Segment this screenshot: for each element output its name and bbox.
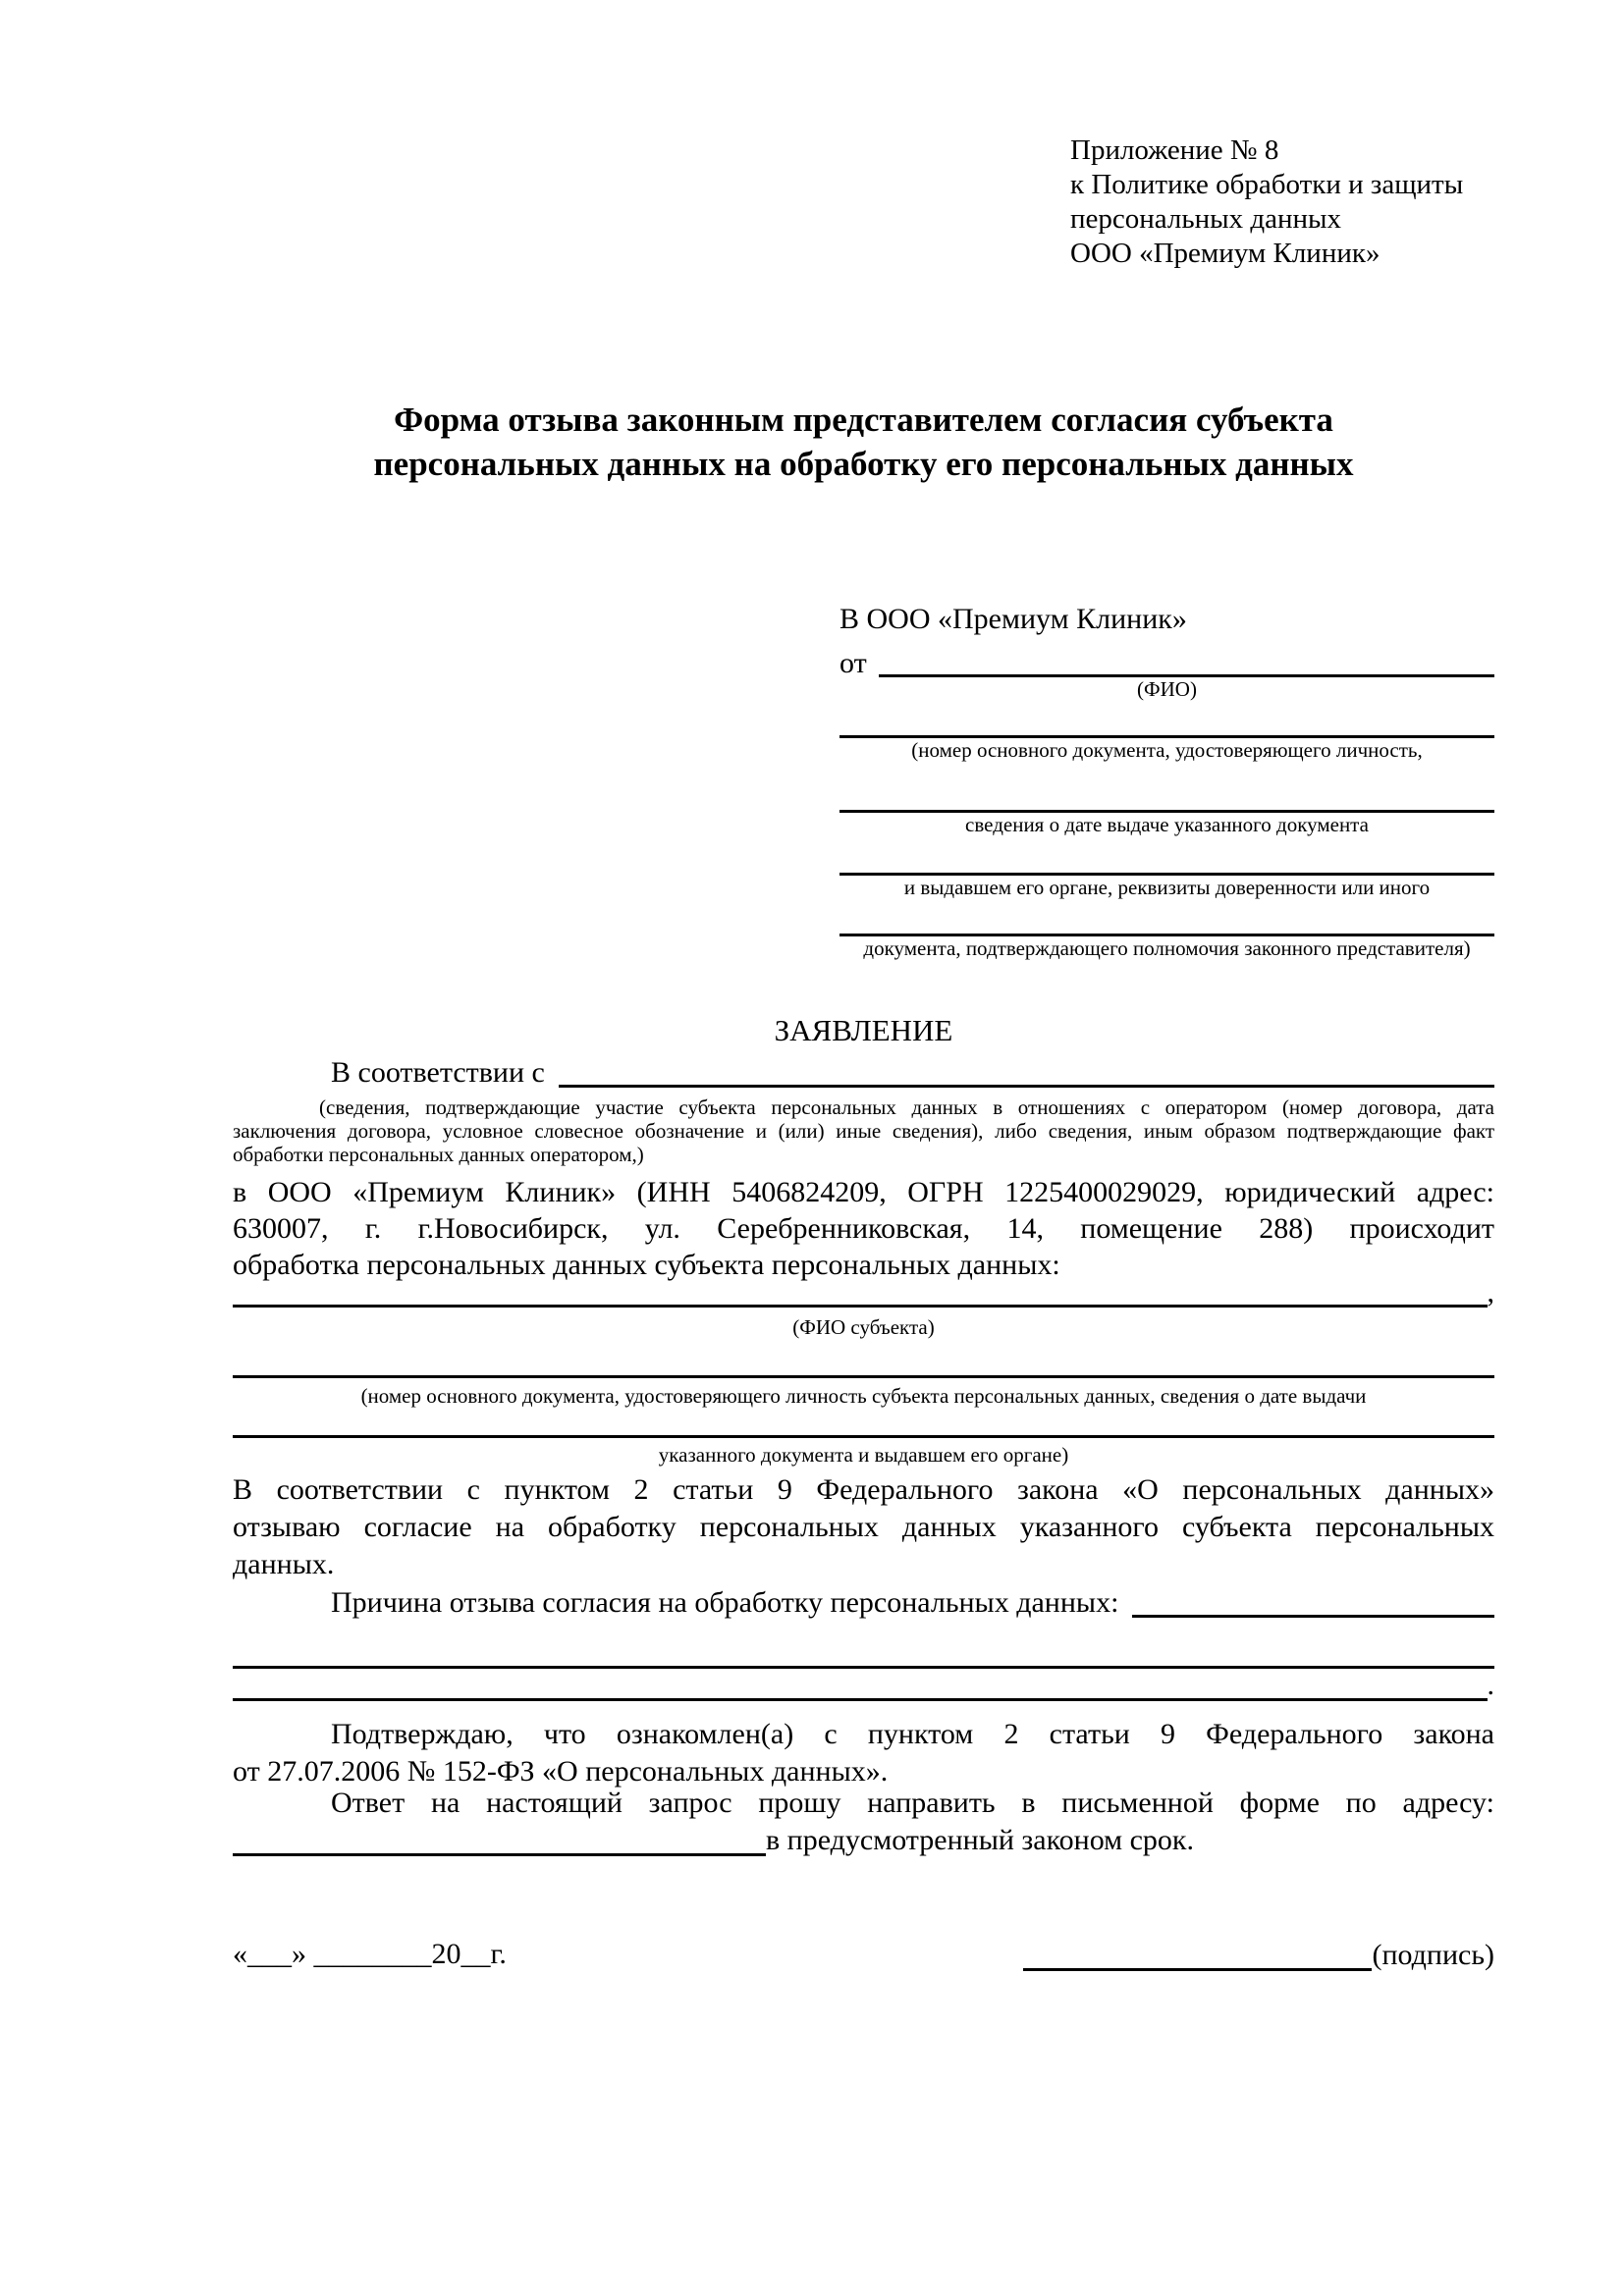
reply-paragraph-line: Ответ на настоящий запрос прошу направить в письменной форме по адресу: <box>331 1787 1494 1819</box>
reply-address-row <box>233 1822 1494 1856</box>
statement-heading: ЗАЯВЛЕНИЕ <box>774 1013 953 1047</box>
blank-line-power-of-attorney <box>839 900 1494 936</box>
intro-note-line: (сведения, подтверждающие участие субъекта персональных данных в отношениях с оператором (номер договора, дата <box>319 1095 1494 1119</box>
from-label: от <box>839 647 867 679</box>
operator-paragraph <box>233 1174 1494 1283</box>
appendix-header <box>1070 133 1542 271</box>
intro-label: В соответствии с <box>331 1056 545 1089</box>
blank-line-reason <box>1132 1584 1494 1618</box>
withdraw-paragraph-line: отзываю согласие на обработку персональных данных указанного субъекта персональных <box>233 1511 1494 1543</box>
intro-row <box>233 1054 1494 1089</box>
blank-line-reason-3 <box>233 1667 1488 1701</box>
addressee-from-row <box>839 645 1494 677</box>
date-line: «___» ________20__г. <box>233 1938 507 1970</box>
blank-line-subject-document <box>233 1344 1494 1378</box>
subject-document-caption: (номер основного документа, удостоверяющего личность субъекта персональных данных, сведения о дате выдачи <box>360 1384 1367 1408</box>
blank-line-issuing-authority <box>839 839 1494 876</box>
operator-paragraph-line: обработка персональных данных субъекта персональных данных: <box>233 1249 1060 1281</box>
intro-note-line: заключения договора, условное словесное обозначение и (или) иные сведения), либо сведения, иным образом подтверждающие факт <box>233 1119 1494 1143</box>
withdraw-paragraph-line: данных. <box>233 1548 335 1580</box>
footer-row <box>233 1936 1494 1972</box>
blank-line-consent-basis <box>559 1054 1494 1088</box>
withdraw-paragraph-line: В соответствии с пунктом 2 статьи 9 Федерального закона «О персональных данных» <box>233 1473 1494 1506</box>
confirm-paragraph <box>233 1716 1494 1790</box>
document-title-line: Форма отзыва законным представителем согласия субъекта <box>394 400 1333 439</box>
reason-label: Причина отзыва согласия на обработку персональных данных: <box>331 1586 1119 1619</box>
subject-document-caption-2: указанного документа и выдавшем его органе) <box>658 1443 1069 1467</box>
blank-line-signature <box>1023 1937 1372 1971</box>
signature-caption: (подпись) <box>1372 1939 1494 1971</box>
blank-line-caption: и выдавшем его органе, реквизиты доверенности или иного <box>903 876 1431 899</box>
intro-note-line: обработки персональных данных оператором,) <box>233 1143 644 1166</box>
document-title <box>233 398 1494 486</box>
subject-fio-row <box>233 1274 1494 1308</box>
appendix-header-line: ООО «Премиум Клиник» <box>1070 238 1380 269</box>
subject-comma: , <box>1487 1276 1494 1308</box>
trailing-period: . <box>1487 1669 1494 1701</box>
addressee-to: В ООО «Премиум Клиник» <box>839 603 1187 635</box>
blank-line-issue-date <box>839 776 1494 813</box>
intro-note <box>233 1095 1494 1166</box>
blank-line-reason-2 <box>233 1633 1494 1669</box>
confirm-paragraph-line: от 27.07.2006 № 152-ФЗ «О персональных данных». <box>233 1755 889 1788</box>
blank-line-reply-address <box>233 1822 766 1856</box>
operator-paragraph-line: 630007, г. г.Новосибирск, ул. Серебренниковская, 14, помещение 288) происходит <box>233 1212 1494 1245</box>
blank-line-caption: документа, подтверждающего полномочия законного представителя) <box>863 936 1471 960</box>
signature-group <box>1023 1937 1494 1972</box>
addressee-block <box>839 601 1494 961</box>
appendix-header-line: персональных данных <box>1070 203 1342 235</box>
appendix-header-line: к Политике обработки и защиты <box>1070 169 1464 200</box>
appendix-header-line: Приложение № 8 <box>1070 134 1279 166</box>
blank-line-document-number <box>839 702 1494 738</box>
blank-line-caption: (номер основного документа, удостоверяющего личность, <box>911 738 1423 762</box>
document-title-line: персональных данных на обработку его персональных данных <box>373 445 1354 483</box>
blank-line-representative-fio <box>879 645 1494 677</box>
blank-line-subject-document-2 <box>233 1408 1494 1438</box>
subject-fio-caption: (ФИО субъекта) <box>792 1315 935 1339</box>
reason-row-3 <box>233 1667 1494 1701</box>
operator-paragraph-line: в ООО «Премиум Клиник» (ИНН 5406824209, ОГРН 1225400029029, юридический адрес: <box>233 1176 1494 1208</box>
fio-caption: (ФИО) <box>1137 677 1197 701</box>
reply-suffix: в предусмотренный законом срок. <box>766 1824 1194 1856</box>
blank-line-subject-fio <box>233 1274 1488 1308</box>
confirm-paragraph-line: Подтверждаю, что ознакомлен(а) с пунктом 2 статьи 9 Федерального закона <box>331 1718 1494 1750</box>
withdraw-paragraph <box>233 1471 1494 1583</box>
blank-line-caption: сведения о дате выдаче указанного документа <box>965 813 1369 836</box>
reason-row <box>233 1584 1494 1619</box>
